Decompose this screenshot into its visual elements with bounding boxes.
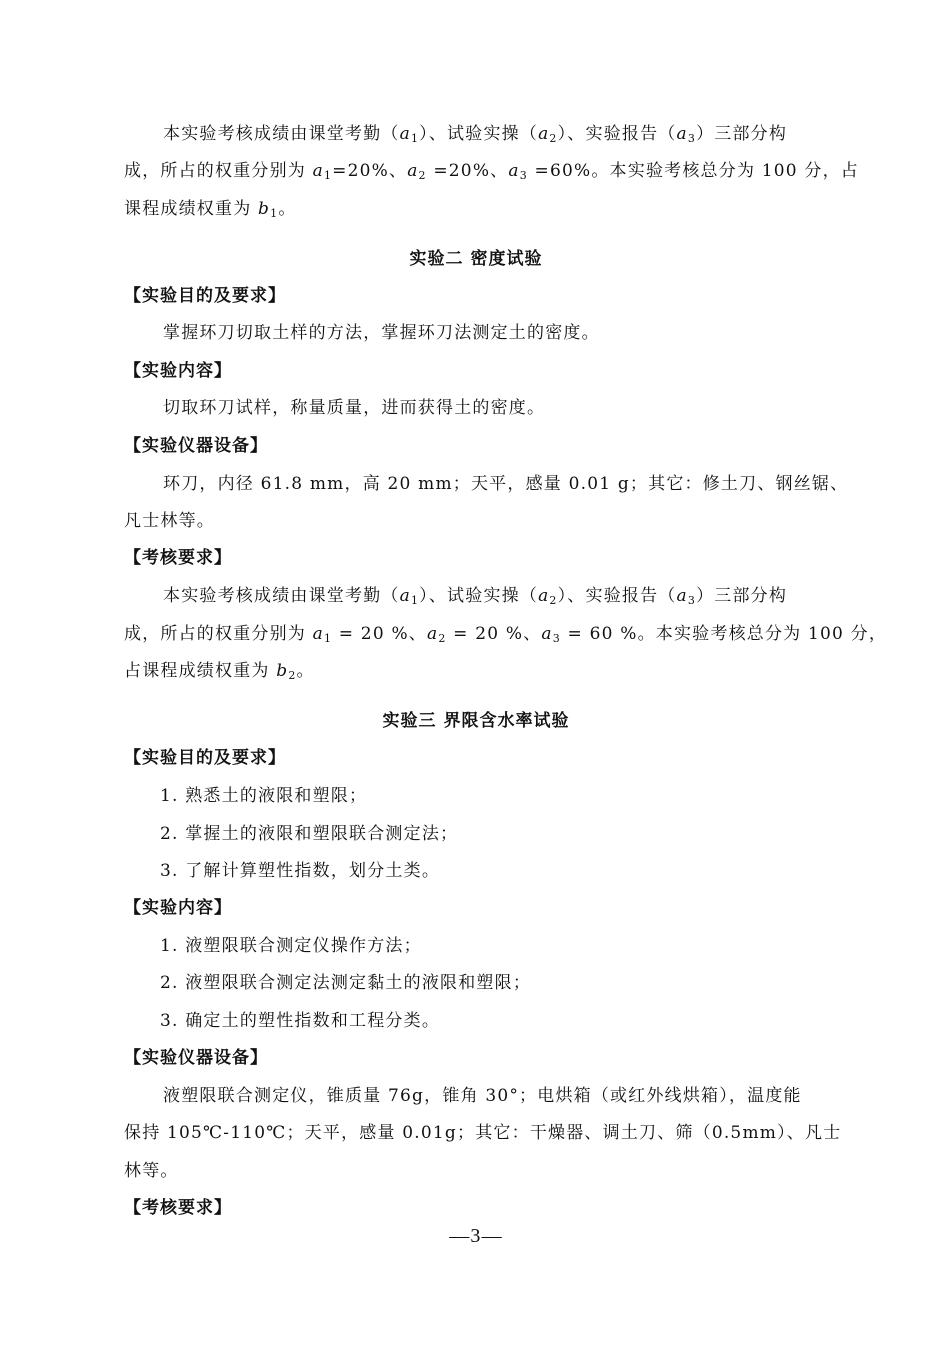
exp2-assess-line-2: 成，所占的权重分别为 $a_1 = 20$ %、$a_2 = 20$ %、$a_3 = 60$ %。本实验考核总分为 100 分， [124, 624, 888, 645]
s1-assess-line-1: 本实验考核成绩由课堂考勤$(a_1)$、试验实操$(a_2)$、实验报告$(a_3)$三部分构 [163, 124, 788, 145]
exp3-heading-equipment: 【实验仪器设备】 [124, 1048, 268, 1068]
exp3-heading-assessment: 【考核要求】 [124, 1198, 232, 1218]
exp3-purpose-item-3: 3. 了解计算塑性指数，划分土类。 [160, 861, 441, 881]
exp2-equipment-line-2: 凡士林等。 [124, 511, 215, 531]
exp2-content: 切取环刀试样，称量质量，进而获得土的密度。 [163, 398, 546, 418]
exp2-heading-assessment: 【考核要求】 [124, 548, 232, 568]
exp3-equipment-line-1: 液塑限联合测定仪，锥质量 76g，锥角 30°；电烘箱（或红外线烘箱），温度能 [163, 1086, 802, 1106]
page-number: —3— [449, 1225, 503, 1247]
exp2-heading-equipment: 【实验仪器设备】 [124, 436, 268, 456]
exp3-content-item-1: 1. 液塑限联合测定仪操作方法； [160, 936, 422, 956]
exp2-assess-line-3: 占课程成绩权重为 $b_2$。 [124, 661, 315, 682]
exp3-content-item-2: 2. 液塑限联合测定法测定黏土的液限和塑限； [160, 973, 532, 993]
exp2-equipment-line-1: 环刀，内径 61.8 mm，高 20 mm；天平，感量 0.01 g；其它：修土刀、钢丝锯、 [163, 474, 849, 494]
exp2-heading-content: 【实验内容】 [124, 361, 232, 381]
exp2-purpose: 掌握环刀切取土样的方法，掌握环刀法测定土的密度。 [163, 323, 600, 343]
exp2-assess-line-1: 本实验考核成绩由课堂考勤$(a_1)$、试验实操$(a_2)$、实验报告$(a_3)$三部分构 [163, 586, 788, 607]
exp3-content-item-3: 3. 确定土的塑性指数和工程分类。 [160, 1011, 441, 1031]
exp3-equipment-line-3: 林等。 [124, 1161, 179, 1181]
exp2-title: 实验二 密度试验 [409, 249, 543, 269]
exp3-title: 实验三 界限含水率试验 [382, 711, 570, 731]
exp3-purpose-item-1: 1. 熟悉土的液限和塑限； [160, 786, 368, 806]
s1-assess-line-3: 课程成绩权重为 $b_1$。 [124, 199, 297, 220]
s1-assess-line-2: 成，所占的权重分别为 $a_1=20\%$、$a_2 =20\%$、$a_3 =60\%$。本实验考核总分为 100 分，占 [124, 161, 860, 182]
exp3-purpose-item-2: 2. 掌握土的液限和塑限联合测定法； [160, 824, 459, 844]
exp2-heading-purpose: 【实验目的及要求】 [124, 286, 286, 306]
exp3-heading-content: 【实验内容】 [124, 898, 232, 918]
exp3-equipment-line-2: 保持 105℃-110℃；天平，感量 0.01g；其它：干燥器、调土刀、筛（0.5mm）、凡士 [124, 1123, 842, 1143]
exp3-heading-purpose: 【实验目的及要求】 [124, 748, 286, 768]
